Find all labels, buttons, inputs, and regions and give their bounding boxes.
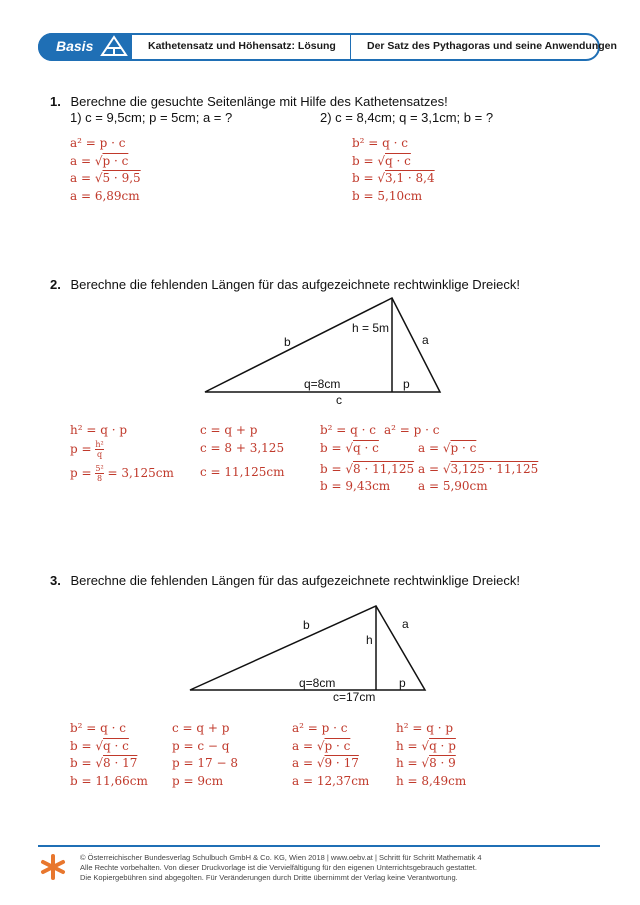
label-q: q=8cm bbox=[299, 676, 336, 690]
task2-number: 2. bbox=[50, 277, 61, 292]
solution-result: h = 8,49cm bbox=[396, 773, 467, 788]
task1-solution1 bbox=[70, 135, 141, 205]
solution-line: h² = q · p bbox=[396, 721, 454, 735]
solution-line: b = √q · c bbox=[352, 153, 411, 168]
solution-line: a² = p · c bbox=[292, 721, 348, 735]
solution-line: a = √9 · 17 bbox=[292, 756, 359, 770]
label-b: b bbox=[303, 618, 310, 632]
solution-line: a = √p · c bbox=[292, 738, 351, 753]
task3-col4 bbox=[396, 720, 466, 790]
solution-line: h = √q · p bbox=[396, 738, 456, 753]
publisher-logo-icon bbox=[40, 852, 66, 882]
solution-line: h = √8 · 9 bbox=[396, 756, 456, 770]
label-h: h = 5m bbox=[352, 321, 390, 335]
task2-col4 bbox=[384, 422, 539, 496]
solution-line: c = 8 + 3,125 bbox=[200, 440, 285, 455]
label-p: p bbox=[403, 377, 410, 391]
label-a: a bbox=[422, 333, 429, 347]
solution-line: b = √3,1 · 8,4 bbox=[352, 171, 435, 185]
label-c: c bbox=[336, 393, 342, 407]
footer-divider bbox=[38, 845, 600, 847]
label-p: p bbox=[399, 676, 406, 690]
copyright-notice bbox=[80, 853, 482, 883]
solution-line: a = √5 · 9,5 bbox=[70, 171, 141, 185]
solution-line: b = √q · c bbox=[320, 440, 379, 455]
solution-line: a = √p · c bbox=[418, 440, 477, 455]
solution-result: a = 6,89cm bbox=[70, 188, 140, 203]
footer-line: Die Kopiergebühren sind abgegolten. Für Veränderungen durch Dritte übernimmt der Verlag keine Verantwortung. bbox=[80, 873, 458, 882]
solution-line: b² = q · c bbox=[70, 721, 127, 735]
footer-line: Alle Rechte vorbehalten. Von dieser Druckvorlage ist die Vervielfältigung für den eigenen Unterrichtsgebrauch gestattet. bbox=[80, 863, 477, 872]
solution-line: c = q + p bbox=[172, 721, 230, 735]
task2-text: Berechne die fehlenden Längen für das aufgezeichnete rechtwinklige Dreieck! bbox=[70, 277, 520, 292]
label-a: a bbox=[402, 617, 409, 631]
task2-col2 bbox=[200, 422, 285, 481]
task2-triangle-figure bbox=[200, 292, 450, 407]
solution-line: b² = q · c bbox=[352, 136, 409, 150]
solution-line: a = √p · c bbox=[70, 153, 129, 168]
solution-line: a² = p · c bbox=[70, 136, 126, 150]
solution-line: p = c − q bbox=[172, 738, 230, 753]
solution-line: a = √3,125 · 11,125 bbox=[418, 461, 539, 476]
task3-text: Berechne die fehlenden Längen für das aufgezeichnete rechtwinklige Dreieck! bbox=[70, 573, 520, 588]
solution-result: p = 9cm bbox=[172, 773, 224, 788]
task1-part2: 2) c = 8,4cm; q = 3,1cm; b = ? bbox=[320, 110, 494, 125]
chapter-title: Der Satz des Pythagoras und seine Anwendungen bbox=[367, 40, 617, 52]
solution-line: p = 17 − 8 bbox=[172, 756, 238, 770]
header-divider bbox=[350, 35, 351, 59]
solution-result: b = 5,10cm bbox=[352, 188, 423, 203]
label-b: b bbox=[284, 335, 291, 349]
task3-triangle-figure bbox=[185, 600, 435, 708]
solution-line: c = 11,125cm bbox=[200, 464, 285, 479]
task1-solution2 bbox=[352, 135, 435, 205]
solution-line: b² = q · c bbox=[320, 423, 377, 437]
task3-number: 3. bbox=[50, 573, 61, 588]
solution-line: p = $\frac{\text{5²}}{8}$ = 3,125cm bbox=[70, 463, 174, 483]
solution-line: b = √8 · 17 bbox=[70, 756, 138, 770]
label-h: h bbox=[366, 633, 373, 647]
solution-line: p = $\frac{\text{h²}}{q}$ bbox=[70, 439, 104, 459]
solution-result: a = 5,90cm bbox=[418, 479, 488, 493]
task1-text: Berechne die gesuchte Seitenlänge mit Hilfe des Kathetensatzes! bbox=[70, 94, 448, 109]
label-q: q=8cm bbox=[304, 377, 341, 391]
task3-col3 bbox=[292, 720, 369, 790]
task1-part1: 1) c = 9,5cm; p = 5cm; a = ? bbox=[70, 110, 233, 125]
task2-col1 bbox=[70, 422, 174, 488]
solution-result: b = 11,66cm bbox=[70, 773, 148, 788]
solution-result: a = 12,37cm bbox=[292, 773, 370, 788]
solution-line: a² = p · c bbox=[384, 423, 440, 437]
task1-number: 1. bbox=[50, 94, 61, 109]
task3-heading bbox=[50, 573, 520, 588]
solution-line: h² = q · p bbox=[70, 423, 128, 437]
task1-heading bbox=[50, 94, 448, 109]
task2-heading bbox=[50, 277, 520, 292]
task3-col2 bbox=[172, 720, 238, 790]
footer-line: © Österreichischer Bundesverlag Schulbuch GmbH & Co. KG, Wien 2018 | www.oebv.at | Schritt für Schritt Mathematik 4 bbox=[80, 853, 482, 862]
level-badge-label: Basis bbox=[56, 38, 94, 54]
label-c: c=17cm bbox=[333, 690, 376, 704]
task3-col1 bbox=[70, 720, 148, 790]
worksheet-title: Kathetensatz und Höhensatz: Lösung bbox=[148, 40, 336, 52]
pyramid-icon bbox=[100, 35, 128, 59]
solution-line: c = q + p bbox=[200, 423, 258, 437]
solution-line: b = √8 · 11,125 bbox=[320, 461, 415, 476]
solution-result: b = 9,43cm bbox=[320, 479, 391, 493]
solution-line: b = √q · c bbox=[70, 738, 129, 753]
